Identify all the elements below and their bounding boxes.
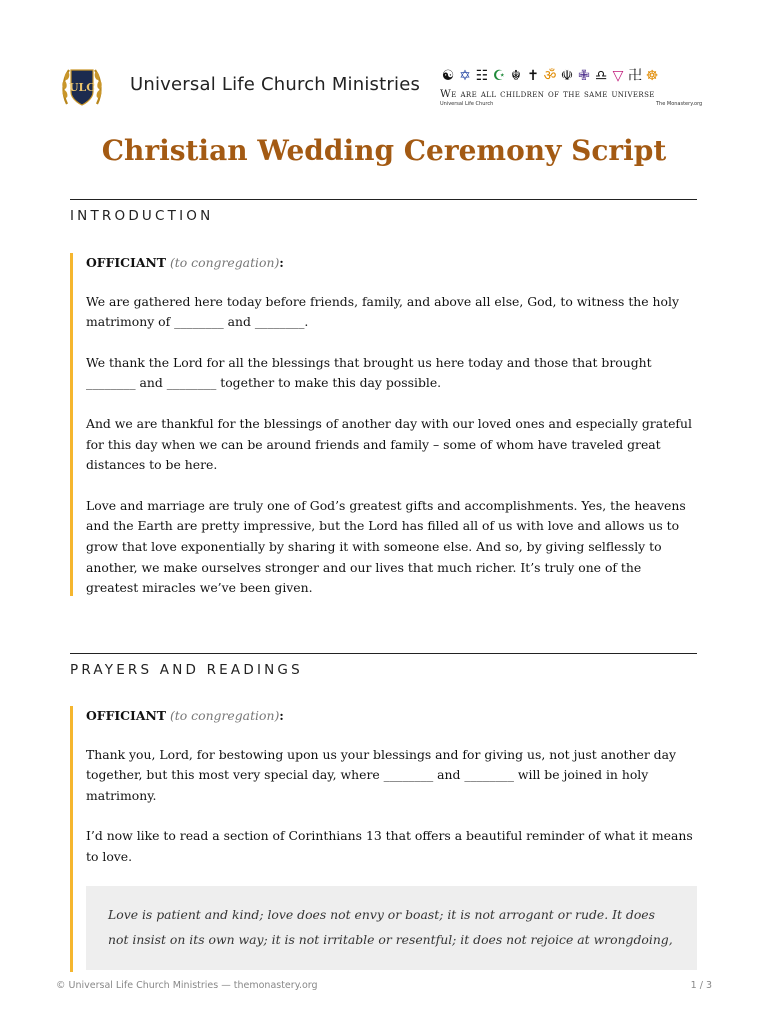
quote-text: Love is patient and kind; love does not envy or boast; it is not arrogant or rude. It does not insist on its own way; it is not irritable or resentful; it does not rejoice at wrongdoing,: [108, 907, 673, 947]
section-heading-prayers-readings: PRAYERS AND READINGS: [70, 662, 303, 678]
triangle-icon: ▽: [612, 68, 624, 84]
paragraph: We thank the Lord for all the blessings that brought us here today and those that brought ________ and ________ together to make this day possible.: [86, 354, 652, 391]
dharma-wheel-icon: ☸: [645, 68, 659, 84]
scripture-quote: [86, 886, 697, 970]
tagline-sub-right: The Monastery.org: [656, 101, 703, 107]
footer-copyright: © Universal Life Church Ministries — themonastery.org: [56, 980, 318, 991]
libra-icon: ♎: [594, 68, 608, 84]
introduction-block: [70, 253, 700, 596]
star-crescent-icon: ☪: [492, 68, 506, 84]
paragraph: I’d now like to read a section of Corinthians 13 that offers a beautiful reminder of what it means to love.: [86, 828, 693, 864]
paragraph: And we are thankful for the blessings of another day with our loved ones and especially grateful for this day when we can be around friends and family – some of whom have traveled great distances to be here.: [86, 415, 692, 473]
page-title: Christian Wedding Ceremony Script: [101, 134, 667, 167]
page-header: [60, 64, 708, 108]
paragraph: We are gathered here today before friends, family, and above all else, God, to witness the holy matrimony of ________ and ________.: [86, 293, 679, 330]
page-number: 1 / 3: [690, 980, 712, 991]
org-name: Universal Life Church Ministries: [130, 74, 421, 95]
stage-direction: (to congregation): [169, 708, 280, 723]
tagline: We are all children of the same universe: [440, 88, 655, 100]
ulc-logo: [60, 64, 104, 108]
manji-icon: 卍: [628, 68, 642, 84]
section-heading-introduction: INTRODUCTION: [70, 208, 214, 224]
yin-yang-icon: ☯: [441, 68, 455, 84]
tagline-sub-left: Universal Life Church: [440, 101, 494, 107]
khanda-icon: ☬: [511, 68, 521, 84]
section-divider: [70, 199, 697, 200]
star-of-david-icon: ✡: [459, 68, 471, 84]
stage-direction: (to congregation): [169, 255, 280, 270]
speaker-line: OFFICIANT (to congregation):: [86, 255, 284, 270]
paragraph: Love and marriage are truly one of God’s greatest gifts and accomplishments. Yes, the heavens and the Earth are pretty impressive, but the Lord has filled all of us with love and allows us to grow that love exponentially by sharing it with someone else. And so, by giving selflessly to another, we make ourselves stronger and our lives that much richer. It’s truly one of the greatest miracles we’ve been given.: [86, 497, 686, 596]
speaker-name: OFFICIANT: [86, 708, 167, 723]
trigram-icon: ☷: [475, 68, 489, 84]
cross-variant-icon: ✙: [578, 68, 590, 84]
speaker-line: OFFICIANT (to congregation):: [86, 708, 284, 723]
cross-icon: ✝: [527, 68, 539, 84]
logo-monogram: ULC: [68, 81, 96, 94]
paragraph: Thank you, Lord, for bestowing upon us your blessings and for giving us, not just another day together, but this most very special day, where ________ and ________ will be joined in holy matrimony.: [86, 746, 676, 803]
section-divider: [70, 653, 697, 654]
faith-symbols: [440, 68, 660, 84]
faravahar-icon: ☫: [560, 68, 574, 84]
speaker-name: OFFICIANT: [86, 255, 167, 270]
om-icon: ॐ: [543, 68, 557, 84]
